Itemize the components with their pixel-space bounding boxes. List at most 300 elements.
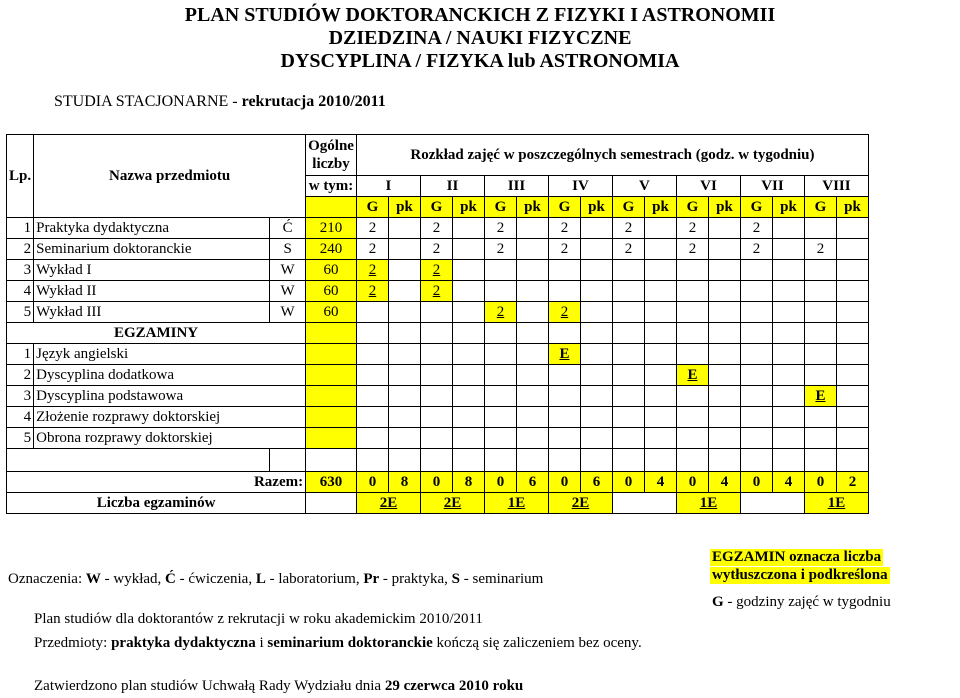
exam-cell — [516, 428, 548, 449]
hours-cell — [772, 281, 804, 302]
subject-name: Wykład I — [34, 260, 270, 281]
spacer-cell — [612, 449, 644, 472]
exam-cell — [388, 386, 420, 407]
empty-cell — [644, 323, 676, 344]
subject-row — [7, 260, 869, 281]
hours-cell: 2 — [420, 239, 452, 260]
hours-cell: 2 — [804, 239, 836, 260]
spacer-cell — [388, 449, 420, 472]
razem-value: 0 — [356, 472, 388, 493]
hours-cell: 2 — [548, 302, 580, 323]
exam-cell — [484, 407, 516, 428]
razem-value: 6 — [580, 472, 612, 493]
exam-count-total — [306, 493, 357, 514]
hours-cell — [420, 302, 452, 323]
exam-number: 3 — [7, 386, 34, 407]
general-header: Ogólne liczby — [306, 135, 357, 176]
legend-exam-line-1: EGZAMIN oznacza liczba — [712, 549, 882, 565]
section-exams: EGZAMINY — [7, 323, 306, 344]
hours-cell — [452, 281, 484, 302]
empty-cell — [708, 323, 740, 344]
exam-cell: E — [676, 365, 708, 386]
empty-cell — [676, 323, 708, 344]
g-header: G — [420, 197, 452, 218]
exam-cell — [580, 344, 612, 365]
exam-cell — [836, 365, 868, 386]
hours-cell: 2 — [356, 260, 388, 281]
exam-count-value: 2E — [420, 493, 484, 514]
exam-cell — [708, 365, 740, 386]
study-plan-table — [6, 134, 869, 514]
title-line-3: DYSCYPLINA / FIZYKA lub ASTRONOMIA — [280, 50, 680, 72]
hours-cell: 2 — [420, 281, 452, 302]
exam-cell — [772, 386, 804, 407]
exam-total — [306, 407, 357, 428]
empty-cell — [452, 323, 484, 344]
exam-number: 1 — [7, 344, 34, 365]
razem-value: 0 — [420, 472, 452, 493]
hours-cell: 2 — [420, 218, 452, 239]
legend-val-pr: - praktyka, — [379, 571, 452, 587]
hours-cell: 2 — [356, 281, 388, 302]
lp-header: Lp. — [7, 135, 34, 218]
exam-cell: E — [804, 386, 836, 407]
semester-4-header: IV — [548, 176, 612, 197]
exam-cell — [612, 386, 644, 407]
hours-cell — [452, 260, 484, 281]
subjects-bold-1: praktyka dydaktyczna — [111, 635, 256, 651]
exam-cell — [676, 386, 708, 407]
empty-cell — [484, 323, 516, 344]
hours-cell — [772, 218, 804, 239]
spacer-row — [7, 449, 869, 472]
exam-cell — [644, 344, 676, 365]
razem-value: 2 — [836, 472, 868, 493]
exam-total — [306, 428, 357, 449]
spacer-cell — [356, 449, 388, 472]
hours-cell — [772, 239, 804, 260]
pk-header: pk — [836, 197, 868, 218]
exam-cell — [804, 428, 836, 449]
exam-cell — [580, 386, 612, 407]
exam-cell — [740, 428, 772, 449]
exam-cell — [484, 386, 516, 407]
spacer-cell — [420, 449, 452, 472]
spacer-cell — [644, 449, 676, 472]
legend-key-pr: Pr — [363, 571, 380, 587]
subject-total: 60 — [306, 260, 357, 281]
exam-cell — [388, 407, 420, 428]
legend-key-s: S — [451, 571, 460, 587]
exam-cell — [740, 407, 772, 428]
subject-name: Praktyka dydaktyczna — [34, 218, 270, 239]
hours-cell — [484, 281, 516, 302]
semester-2-header: II — [420, 176, 484, 197]
exam-total — [306, 386, 357, 407]
hours-cell: 2 — [420, 260, 452, 281]
spacer-cell — [484, 449, 516, 472]
exam-cell — [836, 344, 868, 365]
empty-cell — [612, 323, 644, 344]
hours-cell — [388, 260, 420, 281]
spacer-cell — [452, 449, 484, 472]
hours-cell — [644, 281, 676, 302]
exam-name: Język angielski — [34, 344, 306, 365]
subject-type: W — [270, 260, 306, 281]
semester-6-header: VI — [676, 176, 740, 197]
spacer-cell — [270, 449, 306, 472]
exam-count-value: 1E — [676, 493, 740, 514]
razem-label: Razem: — [7, 472, 306, 493]
exam-cell — [548, 386, 580, 407]
exam-count-value — [612, 493, 676, 514]
exam-cell — [676, 428, 708, 449]
exam-row — [7, 407, 869, 428]
hours-cell — [740, 302, 772, 323]
empty-cell — [548, 323, 580, 344]
exam-cell — [420, 344, 452, 365]
hours-cell — [836, 218, 868, 239]
hours-cell — [804, 218, 836, 239]
razem-value: 0 — [676, 472, 708, 493]
legend-g-line — [712, 594, 891, 611]
razem-value: 0 — [484, 472, 516, 493]
g-header: G — [612, 197, 644, 218]
subject-name: Wykład III — [34, 302, 270, 323]
title-line-2: DZIEDZINA / NAUKI FIZYCZNE — [328, 27, 632, 49]
gen-spacer — [306, 197, 357, 218]
razem-value: 4 — [708, 472, 740, 493]
hours-cell — [388, 239, 420, 260]
hours-cell — [388, 302, 420, 323]
header-row-1 — [7, 135, 869, 176]
hours-cell — [548, 281, 580, 302]
hours-cell — [740, 281, 772, 302]
exam-cell — [516, 365, 548, 386]
razem-value: 4 — [772, 472, 804, 493]
hours-cell: 2 — [676, 218, 708, 239]
exam-cell — [708, 386, 740, 407]
exam-cell — [644, 428, 676, 449]
plan-note: Plan studiów dla doktorantów z rekrutacji w roku akademickim 2010/2011 — [34, 611, 483, 627]
study-mode — [54, 93, 386, 111]
semester-1-header: I — [356, 176, 420, 197]
exam-cell — [612, 407, 644, 428]
exam-cell — [420, 428, 452, 449]
exam-cell — [836, 428, 868, 449]
hours-cell — [516, 239, 548, 260]
hours-cell — [356, 302, 388, 323]
empty-cell — [356, 323, 388, 344]
hours-cell — [836, 281, 868, 302]
empty-cell — [836, 323, 868, 344]
exam-cell — [836, 407, 868, 428]
hours-cell — [452, 239, 484, 260]
semester-5-header: V — [612, 176, 676, 197]
row-number: 1 — [7, 218, 34, 239]
exam-cell — [420, 407, 452, 428]
exam-cell — [548, 428, 580, 449]
exam-cell — [772, 407, 804, 428]
exam-cell — [452, 428, 484, 449]
recruitment-year: rekrutacja 2010/2011 — [241, 93, 386, 110]
subject-type: Ć — [270, 218, 306, 239]
exam-cell — [356, 386, 388, 407]
legend-val-w: - wykład, — [100, 571, 166, 587]
semester-7-header: VII — [740, 176, 804, 197]
semester-3-header: III — [484, 176, 548, 197]
spacer-cell — [516, 449, 548, 472]
exam-cell — [836, 386, 868, 407]
exam-count-value: 2E — [548, 493, 612, 514]
hours-cell: 2 — [484, 218, 516, 239]
subjects-suffix: kończą się zaliczeniem bez oceny. — [432, 635, 642, 651]
exam-total — [306, 365, 357, 386]
hours-cell: 2 — [356, 239, 388, 260]
exam-cell — [548, 365, 580, 386]
hours-cell — [708, 281, 740, 302]
exam-cell — [708, 428, 740, 449]
hours-cell — [740, 260, 772, 281]
exam-cell — [676, 407, 708, 428]
razem-value: 0 — [804, 472, 836, 493]
exam-cell — [420, 386, 452, 407]
hours-cell — [516, 218, 548, 239]
hours-cell — [708, 302, 740, 323]
hours-cell — [708, 260, 740, 281]
exam-cell — [644, 386, 676, 407]
spacer-cell — [676, 449, 708, 472]
subjects-bold-2: seminarium doktoranckie — [267, 635, 433, 651]
hours-cell — [644, 218, 676, 239]
razem-value: 6 — [516, 472, 548, 493]
exam-number: 5 — [7, 428, 34, 449]
legend-key-w: W — [85, 571, 101, 587]
exam-cell — [804, 365, 836, 386]
exam-cell — [676, 344, 708, 365]
legend-val-l: - laboratorium, — [265, 571, 364, 587]
row-number: 5 — [7, 302, 34, 323]
hours-cell — [388, 218, 420, 239]
hours-cell — [580, 281, 612, 302]
exam-cell — [484, 428, 516, 449]
spacer-cell — [580, 449, 612, 472]
pk-header: pk — [644, 197, 676, 218]
hours-cell — [836, 302, 868, 323]
subject-type: S — [270, 239, 306, 260]
exam-cell — [452, 386, 484, 407]
exam-cell — [548, 407, 580, 428]
hours-cell — [676, 302, 708, 323]
exam-count-label: Liczba egzaminów — [7, 493, 306, 514]
approval-note — [34, 678, 523, 695]
approval-date: 29 czerwca 2010 roku — [384, 678, 524, 694]
exam-cell — [388, 365, 420, 386]
hours-cell: 2 — [740, 218, 772, 239]
exam-cell — [772, 428, 804, 449]
exam-name: Dyscyplina podstawowa — [34, 386, 306, 407]
spacer-cell — [548, 449, 580, 472]
legend-key-c: Ć — [165, 571, 176, 587]
study-mode-prefix: STUDIA STACJONARNE - — [54, 93, 242, 110]
exam-cell — [740, 386, 772, 407]
razem-total: 630 — [306, 472, 357, 493]
hours-cell — [804, 260, 836, 281]
row-number: 2 — [7, 239, 34, 260]
hours-cell — [836, 239, 868, 260]
legend-line — [8, 571, 543, 588]
exam-cell — [356, 365, 388, 386]
exam-cell — [356, 428, 388, 449]
empty-cell — [516, 323, 548, 344]
hours-cell — [580, 239, 612, 260]
subject-name: Seminarium doktoranckie — [34, 239, 270, 260]
hours-cell — [644, 302, 676, 323]
exam-count-value — [740, 493, 804, 514]
hours-cell — [612, 302, 644, 323]
exam-cell — [388, 344, 420, 365]
exam-cell — [708, 407, 740, 428]
exam-name: Dyscyplina dodatkowa — [34, 365, 306, 386]
hours-cell — [452, 218, 484, 239]
exam-cell — [516, 344, 548, 365]
exam-cell — [580, 428, 612, 449]
exam-count-value: 1E — [484, 493, 548, 514]
exam-cell — [772, 344, 804, 365]
hours-cell — [516, 260, 548, 281]
legend-exam-line-2: wytłuszczona i podkreślona — [712, 567, 888, 583]
exam-cell — [388, 428, 420, 449]
spacer-cell — [740, 449, 772, 472]
hours-cell — [516, 302, 548, 323]
exam-cell — [452, 365, 484, 386]
exam-count-value: 2E — [356, 493, 420, 514]
title-line-1: PLAN STUDIÓW DOKTORANCKICH Z FIZYKI I ASTRONOMII — [184, 4, 776, 26]
hours-cell — [772, 302, 804, 323]
exam-name: Obrona rozprawy doktorskiej — [34, 428, 306, 449]
exam-cell — [452, 407, 484, 428]
g-header: G — [356, 197, 388, 218]
subject-total: 60 — [306, 302, 357, 323]
exam-cell — [516, 386, 548, 407]
empty-cell — [804, 323, 836, 344]
pk-header: pk — [516, 197, 548, 218]
hours-cell — [644, 260, 676, 281]
exam-cell — [804, 344, 836, 365]
hours-cell — [644, 239, 676, 260]
hours-cell — [580, 302, 612, 323]
subjects-note — [34, 635, 642, 652]
exam-cell — [772, 365, 804, 386]
exam-number: 2 — [7, 365, 34, 386]
pk-header: pk — [708, 197, 740, 218]
hours-cell: 2 — [548, 218, 580, 239]
semester-8-header: VIII — [804, 176, 868, 197]
razem-value: 0 — [612, 472, 644, 493]
g-header: G — [484, 197, 516, 218]
razem-value: 8 — [452, 472, 484, 493]
g-header: G — [676, 197, 708, 218]
exam-cell — [612, 365, 644, 386]
razem-value: 4 — [644, 472, 676, 493]
hours-cell: 2 — [612, 239, 644, 260]
exam-cell: E — [548, 344, 580, 365]
exam-cell — [612, 428, 644, 449]
hours-cell — [772, 260, 804, 281]
exam-cell — [740, 344, 772, 365]
exam-cell — [356, 407, 388, 428]
exam-cell — [644, 365, 676, 386]
hours-cell — [676, 281, 708, 302]
subject-row — [7, 218, 869, 239]
empty-cell — [772, 323, 804, 344]
hours-cell — [836, 260, 868, 281]
subject-total: 60 — [306, 281, 357, 302]
subject-name: Wykład II — [34, 281, 270, 302]
hours-cell — [612, 260, 644, 281]
exam-number: 4 — [7, 407, 34, 428]
spacer-cell — [804, 449, 836, 472]
exam-row — [7, 344, 869, 365]
hours-cell — [388, 281, 420, 302]
hours-cell — [612, 281, 644, 302]
exam-cell — [644, 407, 676, 428]
exam-row — [7, 386, 869, 407]
subject-type: W — [270, 281, 306, 302]
hours-cell — [804, 302, 836, 323]
pk-header: pk — [772, 197, 804, 218]
subject-total: 210 — [306, 218, 357, 239]
subject-name-header: Nazwa przedmiotu — [34, 135, 306, 218]
spacer-cell — [306, 449, 357, 472]
exam-cell — [452, 344, 484, 365]
empty-cell — [388, 323, 420, 344]
subjects-mid: i — [255, 635, 268, 651]
exam-count-row — [7, 493, 869, 514]
exam-total — [306, 344, 357, 365]
hours-cell — [580, 218, 612, 239]
hours-cell: 2 — [484, 239, 516, 260]
pk-header: pk — [452, 197, 484, 218]
hours-cell: 2 — [612, 218, 644, 239]
legend-key-l: L — [255, 571, 266, 587]
legend-box — [710, 549, 930, 584]
hours-cell: 2 — [740, 239, 772, 260]
exam-cell — [484, 344, 516, 365]
exam-row — [7, 365, 869, 386]
subject-row — [7, 239, 869, 260]
hours-cell — [708, 218, 740, 239]
row-number: 3 — [7, 260, 34, 281]
razem-value: 0 — [548, 472, 580, 493]
exam-cell — [612, 344, 644, 365]
subjects-prefix: Przedmioty: — [34, 635, 112, 651]
subject-row — [7, 302, 869, 323]
empty-cell — [580, 323, 612, 344]
subject-row — [7, 281, 869, 302]
schedule-header: Rozkład zajęć w poszczególnych semestrach (godz. w tygodniu) — [356, 135, 868, 176]
exam-cell — [804, 407, 836, 428]
exam-cell — [516, 407, 548, 428]
approval-prefix: Zatwierdzono plan studiów Uchwałą Rady Wydziału dnia — [34, 678, 385, 694]
hours-cell — [484, 260, 516, 281]
subject-type: W — [270, 302, 306, 323]
pk-header: pk — [388, 197, 420, 218]
hours-cell — [452, 302, 484, 323]
spacer-cell — [772, 449, 804, 472]
exam-cell — [740, 365, 772, 386]
razem-value: 0 — [740, 472, 772, 493]
